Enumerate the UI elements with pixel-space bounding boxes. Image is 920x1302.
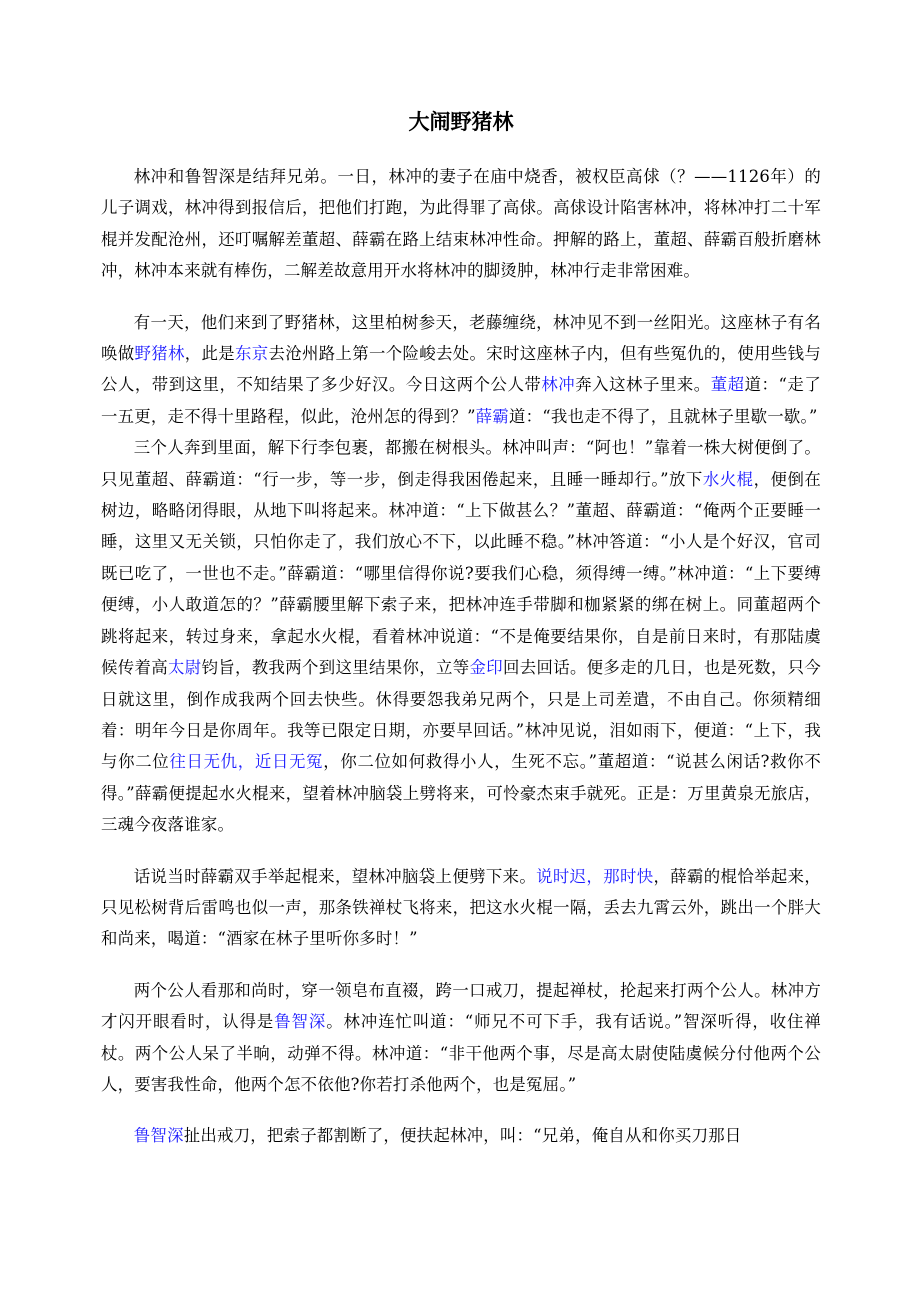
paragraph-text: 有一天，他们来到了野猪林，这里柏树参天，老藤缠绕，林冲见不到一丝阳光。这座林子有名唤做 [101, 312, 821, 364]
keyword-link[interactable]: 野猪林 [134, 344, 185, 364]
keyword-link[interactable]: 鲁智深 [133, 1126, 184, 1146]
paragraph-4 [101, 861, 821, 955]
keyword-link[interactable]: 董超 [710, 375, 745, 395]
paragraph-6 [101, 1120, 821, 1151]
document-body [101, 161, 821, 1152]
keyword-link[interactable]: 说时迟，那时快 [536, 866, 654, 886]
paragraph-text: 钧旨，教我两个到这里结果你，立等 [201, 658, 470, 678]
paragraph-3 [101, 432, 821, 840]
paragraph-1 [101, 161, 821, 287]
paragraph-text: ，此是 [184, 344, 235, 364]
keyword-link[interactable]: 往日无仇，近日无冤 [169, 752, 324, 772]
paragraph-text: ，薛霸的棍恰举起来，只见松树背后雷鸣也似一声，那条铁禅杖飞将来，把这水火棍一隔，丢去九霄云外，跳出一个胖大和尚来，喝道：“酒家在林子里听你多时！” [101, 866, 822, 949]
paragraph-text: 去沧州路上第一个险峻去处。宋时这座林子内，但有些冤仇的，使用些钱与公人，带到这里，不知结果了多少好汉。今日这两个公人带 [101, 344, 822, 395]
document-page [101, 95, 821, 1152]
keyword-link[interactable]: 林冲 [541, 375, 576, 395]
paragraph-text: ，你二位如何救得小人，生死不忘。”董超道：“说甚么闲话?救你不得。”薛霸便提起水火棍来，望着林冲脑袋上劈将来，可怜豪杰束手就死。正是：万里黄泉无旅店，三魂今夜落谁家。 [101, 752, 821, 835]
paragraph-text: 道：“走了一五更，走不得十里路程，似此，沧州怎的得到？” [101, 375, 822, 426]
keyword-link[interactable]: 薛霸 [475, 406, 510, 426]
paragraph-text: 。林冲连忙叫道：“师兄不可下手，我有话说。”智深听得，收住禅杖。两个公人呆了半晌，动弹不得。林冲道：“非干他两个事，尽是高太尉使陆虞候分付他两个公人，要害我性命，他两个怎不依他?你若打杀他两个，也是冤屈。” [101, 1012, 822, 1094]
keyword-link[interactable]: 金印 [469, 658, 503, 678]
paragraph-text: 扯出戒刀，把索子都割断了，便扶起林冲，叫：“兄弟，俺自从和你买刀那日 [183, 1126, 742, 1146]
document-title: 大闹野猪林 [408, 110, 514, 134]
paragraph-text: 话说当时薛霸双手举起棍来，望林冲脑袋上便劈下来。 [133, 866, 537, 886]
paragraph-text: 回去回话。便多走的几日，也是死数，只今日就这里，倒作成我两个回去快些。休得要怨我弟兄两个，只是上司差遣，不由自己。你须精细着：明年今日是你周年。我等已限定日期，亦要早回话。”林冲见说，泪如雨下，便道：“上下，我与你二位 [101, 658, 822, 772]
paragraph-text: 林冲和鲁智深是结拜兄弟。一日，林冲的妻子在庙中烧香，被权臣高俅（？——1126年）的儿子调戏，林冲得到报信后，把他们打跑，为此得罪了高俅。高俅设计陷害林冲，将林冲打二十军棍并发配沧州，还叮嘱解差董超、薛霸在路上结束林冲性命。押解的路上，董超、薛霸百般折磨林冲，林冲本来就有棒伤，二解差故意用开水将林冲的脚烫肿，林冲行走非常困难。 [101, 167, 821, 281]
paragraph-text: ，便倒在树边，略略闭得眼，从地下叫将起来。林冲道：“上下做甚么？”董超、薛霸道：“俺两个正要睡一睡，这里又无关锁，只怕你走了，我们放心不下，以此睡不稳。”林冲答道：“小人是个好汉，官司既已吃了，一世也不走。”薛霸道：“哪里信得你说?要我们心稳，须得缚一缚。”林冲道：“上下要缚便缚，小人敢道怎的？”薛霸腰里解下索子来，把林冲连手带脚和枷紧紧的绑在树上。同董超两个跳将起来，转过身来，拿起水火棍，看着林冲说道：“不是俺要结果你，自是前日来时，有那陆虞候传着高 [101, 469, 822, 678]
paragraph-5 [101, 975, 821, 1101]
paragraph-text: 三个人奔到里面，解下行李包裹，都搬在树根头。林冲叫声：“阿也！”靠着一株大树便倒了。只见董超、薛霸道：“行一步，等一步，倒走得我困倦起来，且睡一睡却行。”放下 [101, 438, 821, 489]
keyword-link[interactable]: 太尉 [168, 658, 202, 678]
paragraph-text: 两个公人看那和尚时，穿一领皂布直裰，跨一口戒刀，提起禅杖，抡起来打两个公人。林冲方才闪开眼看时，认得是 [101, 980, 821, 1032]
paragraph-2 [101, 307, 821, 433]
keyword-link[interactable]: 东京 [235, 344, 269, 364]
keyword-link[interactable]: 鲁智深 [274, 1012, 327, 1032]
paragraph-text: 道：“我也走不得了，且就林子里歇一歇。” [509, 406, 818, 426]
paragraph-text: 奔入这林子里来。 [575, 375, 711, 395]
keyword-link[interactable]: 水火棍 [702, 469, 754, 489]
